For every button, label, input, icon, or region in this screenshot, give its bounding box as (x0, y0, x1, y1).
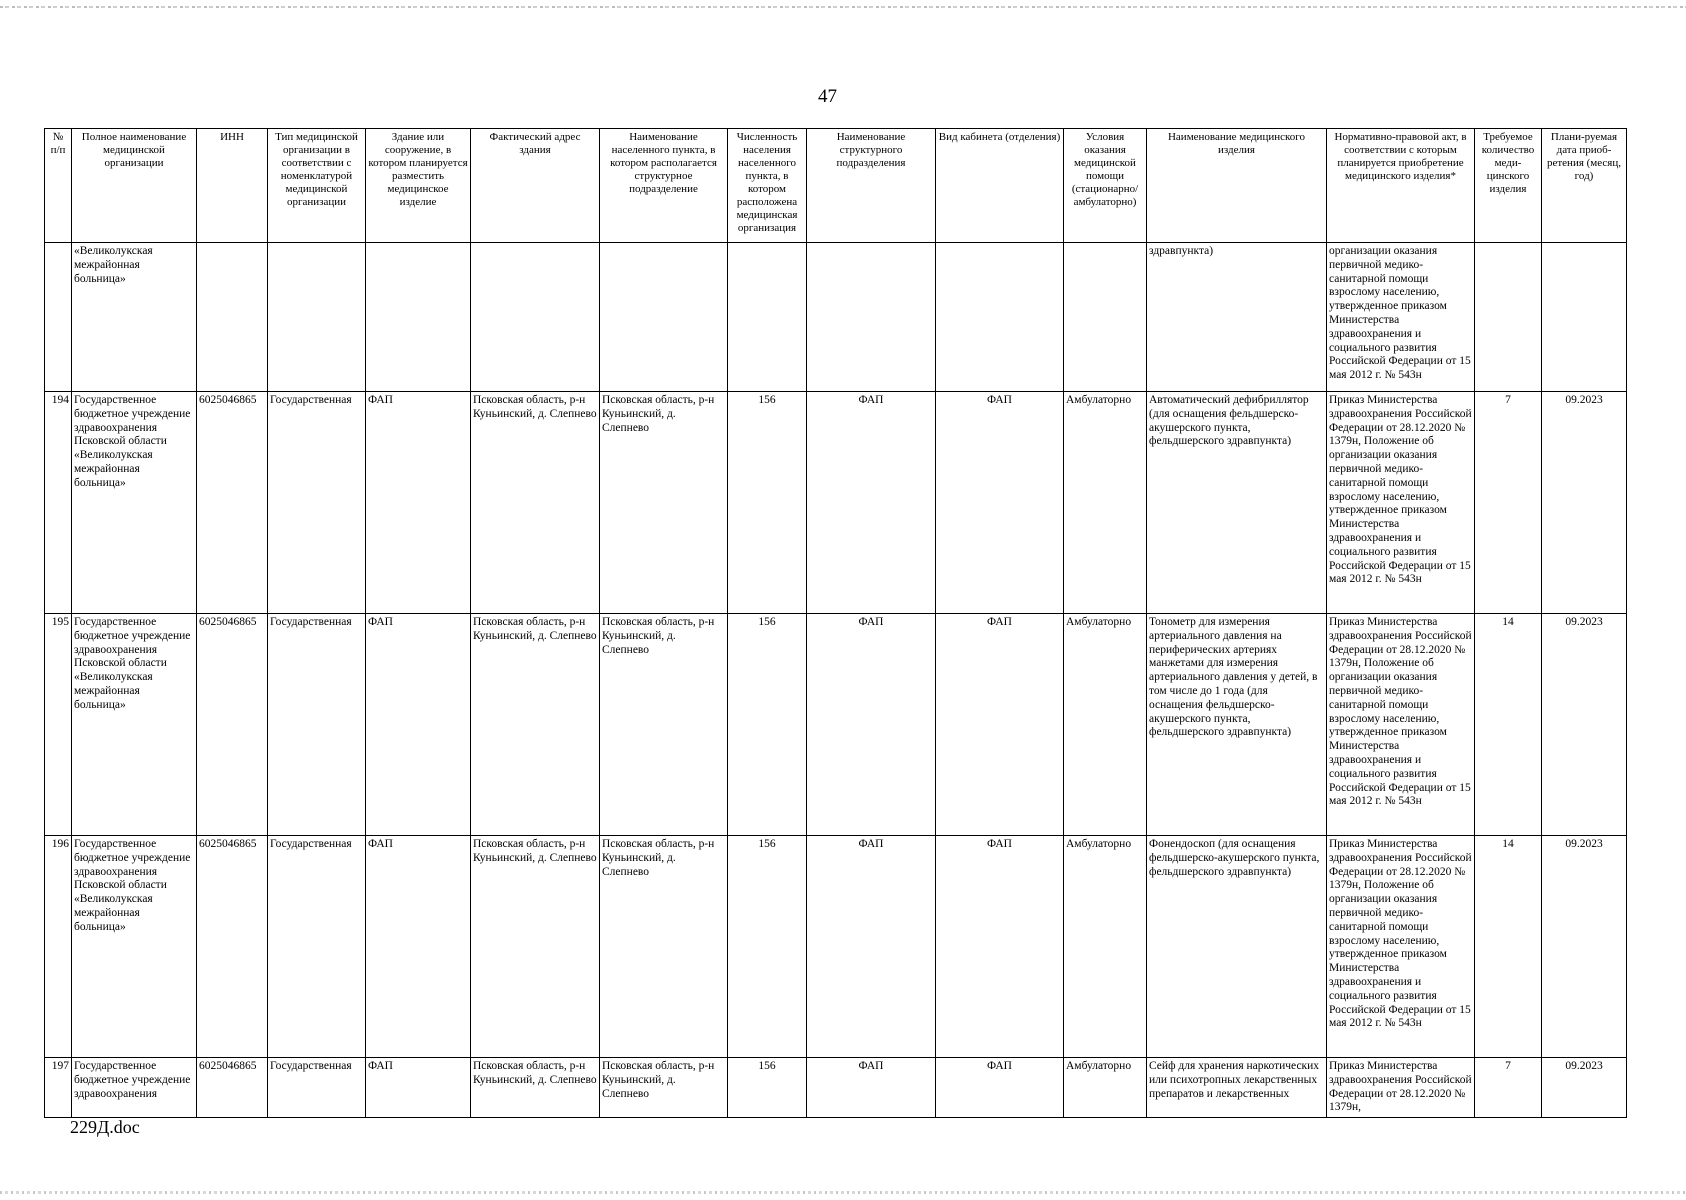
conditions-cell: Амбулаторно (1064, 836, 1147, 1058)
header-cell: Условия оказания медицинской помощи (стационарно/ амбулаторно) (1064, 129, 1147, 243)
date-cell: 09.2023 (1542, 1058, 1627, 1118)
date-cell: 09.2023 (1542, 614, 1627, 836)
cabinet-cell: ФАП (936, 836, 1064, 1058)
inn-cell: 6025046865 (197, 392, 268, 614)
subdivision-cell: ФАП (807, 836, 936, 1058)
device-cell: здравпункта) (1147, 243, 1327, 392)
header-cell: Полное наименование медицинской организации (72, 129, 197, 243)
header-cell: Наименование населенного пункта, в котором располагается структурное подразделение (600, 129, 728, 243)
header-cell: Нормативно-правовой акт, в соответствии с которым планируется приобретение медицинского изделия* (1327, 129, 1475, 243)
type-cell: Государственная (268, 392, 366, 614)
table-row (45, 614, 1627, 836)
header-cell: Здание или сооружение, в котором планируется разместить медицинское изделие (366, 129, 471, 243)
num-cell: 195 (45, 614, 72, 836)
type-cell (268, 243, 366, 392)
num-cell (45, 243, 72, 392)
date-cell: 09.2023 (1542, 836, 1627, 1058)
population-cell: 156 (728, 392, 807, 614)
header-cell: Тип медицинской организации в соответствии с номенклатурой медицинской организации (268, 129, 366, 243)
settlement-cell: Псковская область, р-н Куньинский, д. Слепнево (600, 1058, 728, 1118)
population-cell (728, 243, 807, 392)
address-cell: Псковская область, р-н Куньинский, д. Слепнево (471, 614, 600, 836)
org-cell: Государственное бюджетное учреждение здравоохранения Псковской области «Великолукская межрайонная больница» (72, 392, 197, 614)
settlement-cell: Псковская область, р-н Куньинский, д. Слепнево (600, 836, 728, 1058)
header-cell: Плани-руемая дата приоб-ретения (месяц, год) (1542, 129, 1627, 243)
cabinet-cell: ФАП (936, 1058, 1064, 1118)
device-cell: Фонендоскоп (для оснащения фельдшерско-акушерского пункта, фельдшерского здравпункта) (1147, 836, 1327, 1058)
building-cell: ФАП (366, 392, 471, 614)
header-cell: Численность населения населенного пункта, в котором расположена медицинская организация (728, 129, 807, 243)
header-cell: № п/п (45, 129, 72, 243)
type-cell: Государственная (268, 836, 366, 1058)
inn-cell: 6025046865 (197, 1058, 268, 1118)
act-cell: Приказ Министерства здравоохранения Российской Федерации от 28.12.2020 № 1379н, Положение об организации оказания первичной медико-санитарной помощи взрослому населению, утвержденное приказом Министерства здравоохранения и социального развития Российской Федерации от 15 мая 2012 г. № 543н (1327, 836, 1475, 1058)
building-cell (366, 243, 471, 392)
settlement-cell (600, 243, 728, 392)
subdivision-cell (807, 243, 936, 392)
num-cell: 194 (45, 392, 72, 614)
scan-edge-top (0, 6, 1686, 8)
header-cell: Наименование медицинского изделия (1147, 129, 1327, 243)
conditions-cell: Амбулаторно (1064, 1058, 1147, 1118)
date-cell: 09.2023 (1542, 392, 1627, 614)
conditions-cell: Амбулаторно (1064, 614, 1147, 836)
cabinet-cell: ФАП (936, 392, 1064, 614)
population-cell: 156 (728, 1058, 807, 1118)
qty-cell (1475, 243, 1542, 392)
act-cell: организации оказания первичной медико-санитарной помощи взрослому населению, утвержденное приказом Министерства здравоохранения и социального развития Российской Федерации от 15 мая 2012 г. № 543н (1327, 243, 1475, 392)
conditions-cell: Амбулаторно (1064, 392, 1147, 614)
conditions-cell (1064, 243, 1147, 392)
qty-cell: 7 (1475, 1058, 1542, 1118)
equipment-table (44, 128, 1627, 1118)
header-cell: Вид кабинета (отделения) (936, 129, 1064, 243)
device-cell: Сейф для хранения наркотических или психотропных лекарственных препаратов и лекарственных (1147, 1058, 1327, 1118)
inn-cell: 6025046865 (197, 836, 268, 1058)
header-cell: Требуемое количество меди-цинского изделия (1475, 129, 1542, 243)
population-cell: 156 (728, 836, 807, 1058)
address-cell: Псковская область, р-н Куньинский, д. Слепнево (471, 392, 600, 614)
table-row (45, 836, 1627, 1058)
subdivision-cell: ФАП (807, 614, 936, 836)
population-cell: 156 (728, 614, 807, 836)
page-number: 47 (818, 86, 837, 107)
cabinet-cell (936, 243, 1064, 392)
act-cell: Приказ Министерства здравоохранения Российской Федерации от 28.12.2020 № 1379н, Положение об организации оказания первичной медико-санитарной помощи взрослому населению, утвержденное приказом Министерства здравоохранения и социального развития Российской Федерации от 15 мая 2012 г. № 543н (1327, 392, 1475, 614)
type-cell: Государственная (268, 1058, 366, 1118)
device-cell: Автоматический дефибриллятор (для оснащения фельдшерско-акушерского пункта, фельдшерского здравпункта) (1147, 392, 1327, 614)
act-cell: Приказ Министерства здравоохранения Российской Федерации от 28.12.2020 № 1379н, (1327, 1058, 1475, 1118)
inn-cell (197, 243, 268, 392)
date-cell (1542, 243, 1627, 392)
table-row (45, 392, 1627, 614)
footer-filename: 229Д.doc (70, 1117, 140, 1137)
inn-cell: 6025046865 (197, 614, 268, 836)
subdivision-cell: ФАП (807, 392, 936, 614)
settlement-cell: Псковская область, р-н Куньинский, д. Слепнево (600, 614, 728, 836)
org-cell: Государственное бюджетное учреждение здравоохранения Псковской области «Великолукская межрайонная больница» (72, 836, 197, 1058)
cabinet-cell: ФАП (936, 614, 1064, 836)
table-row (45, 1058, 1627, 1118)
continuation-row (45, 243, 1627, 392)
address-cell: Псковская область, р-н Куньинский, д. Слепнево (471, 836, 600, 1058)
header-cell: Наименование структурного подразделения (807, 129, 936, 243)
qty-cell: 14 (1475, 836, 1542, 1058)
device-cell: Тонометр для измерения артериального давления на периферических артериях манжетами для измерения артериального давления у детей, в том числе до 1 года (для оснащения фельдшерско-акушерского пункта, фельдшерского здравпункта) (1147, 614, 1327, 836)
building-cell: ФАП (366, 836, 471, 1058)
address-cell: Псковская область, р-н Куньинский, д. Слепнево (471, 1058, 600, 1118)
scan-edge-bottom (0, 1191, 1686, 1194)
num-cell: 197 (45, 1058, 72, 1118)
building-cell: ФАП (366, 1058, 471, 1118)
num-cell: 196 (45, 836, 72, 1058)
org-cell: Государственное бюджетное учреждение здравоохранения (72, 1058, 197, 1118)
subdivision-cell: ФАП (807, 1058, 936, 1118)
header-cell: Фактический адрес здания (471, 129, 600, 243)
address-cell (471, 243, 600, 392)
org-cell: Государственное бюджетное учреждение здравоохранения Псковской области «Великолукская межрайонная больница» (72, 614, 197, 836)
building-cell: ФАП (366, 614, 471, 836)
header-row (45, 129, 1627, 243)
type-cell: Государственная (268, 614, 366, 836)
header-cell: ИНН (197, 129, 268, 243)
settlement-cell: Псковская область, р-н Куньинский, д. Слепнево (600, 392, 728, 614)
qty-cell: 14 (1475, 614, 1542, 836)
qty-cell: 7 (1475, 392, 1542, 614)
act-cell: Приказ Министерства здравоохранения Российской Федерации от 28.12.2020 № 1379н, Положение об организации оказания первичной медико-санитарной помощи взрослому населению, утвержденное приказом Министерства здравоохранения и социального развития Российской Федерации от 15 мая 2012 г. № 543н (1327, 614, 1475, 836)
org-cell: «Великолукская межрайонная больница» (72, 243, 197, 392)
